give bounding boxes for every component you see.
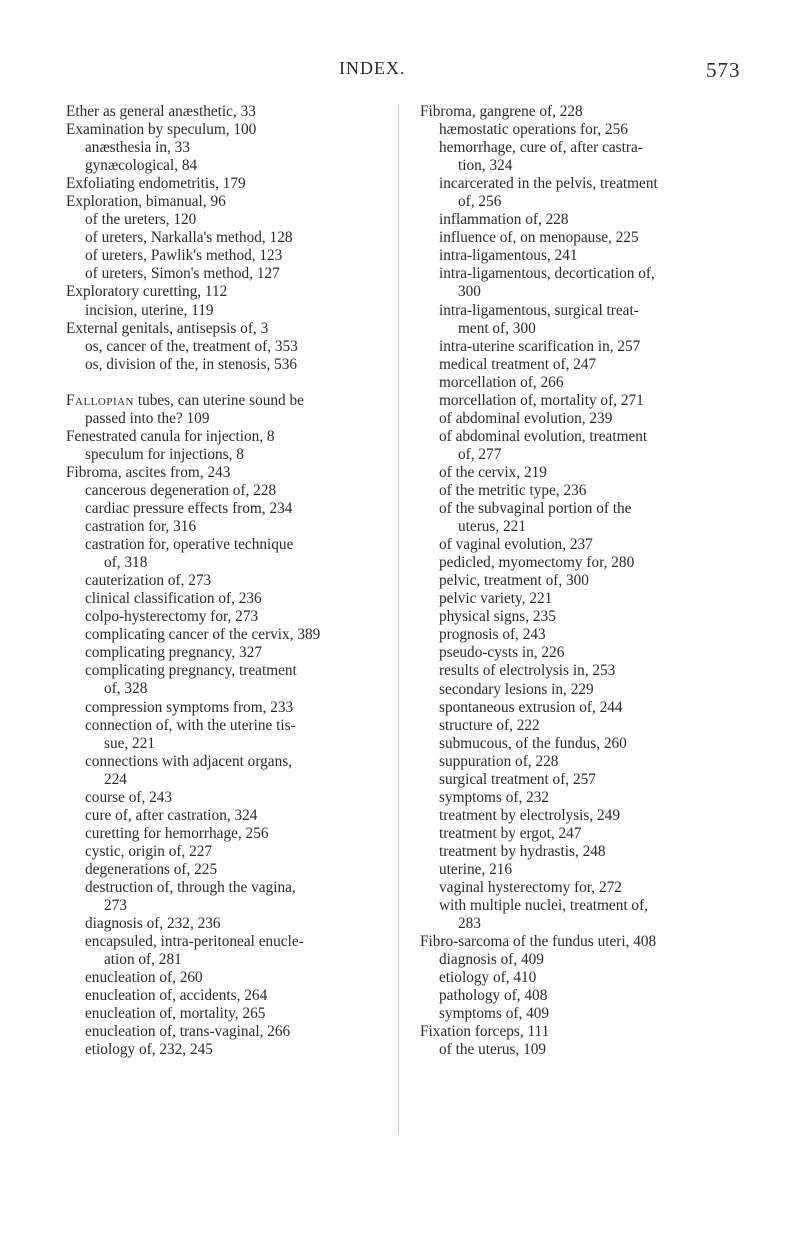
entry-text: treatment by ergot, 247 — [439, 824, 582, 842]
index-subentry — [66, 753, 416, 771]
entry-text: Exfoliating endometritis, 179 — [66, 175, 246, 193]
index-subentry — [420, 302, 780, 320]
index-subentry — [66, 1023, 416, 1041]
index-entry — [66, 175, 416, 193]
index-subentry — [420, 590, 780, 608]
index-subentry — [420, 500, 780, 518]
index-subentry — [420, 338, 780, 356]
entry-text: External genitals, antisepsis of, 3 — [66, 319, 269, 337]
index-subentry — [66, 410, 416, 428]
index-subentry — [420, 897, 780, 915]
entry-text: of abdominal evolution, 239 — [439, 409, 613, 427]
entry-text: of abdominal evolution, treatment — [439, 427, 648, 445]
index-subentry — [66, 807, 416, 825]
index-subentry — [420, 1041, 780, 1059]
entry-text: morcellation of, 266 — [439, 373, 564, 391]
index-subentry — [66, 608, 416, 626]
index-entry — [420, 1023, 780, 1041]
index-subentry — [420, 915, 780, 933]
index-subentry — [420, 175, 780, 193]
index-subentry — [420, 554, 780, 572]
index-subentry — [66, 590, 416, 608]
entry-text: connection of, with the uterine tis- — [85, 716, 296, 734]
entry-text: curetting for hemorrhage, 256 — [85, 824, 269, 842]
index-subentry — [66, 789, 416, 807]
entry-text: Fenestrated canula for injection, 8 — [66, 427, 275, 445]
index-subentry — [66, 969, 416, 987]
entry-text: enucleation of, accidents, 264 — [85, 987, 268, 1005]
index-subentry — [66, 915, 416, 933]
entry-lead-word: Fallopian — [66, 391, 135, 409]
index-subentry — [66, 662, 416, 680]
entry-text: enucleation of, 260 — [85, 969, 203, 987]
entry-text: complicating pregnancy, treatment — [85, 662, 297, 680]
index-subentry — [66, 500, 416, 518]
entry-text: intra-ligamentous, decortication of, — [439, 265, 655, 283]
entry-text: pedicled, myomectomy for, 280 — [439, 554, 635, 572]
index-subentry — [420, 265, 780, 283]
entry-text: of the uterus, 109 — [439, 1041, 547, 1059]
index-subentry — [66, 265, 416, 283]
entry-text: speculum for injections, 8 — [85, 445, 244, 463]
entry-text: submucous, of the fundus, 260 — [439, 734, 627, 752]
index-subentry — [66, 771, 416, 789]
entry-text: of ureters, Narkalla's method, 128 — [85, 229, 293, 247]
page-number: 573 — [706, 58, 741, 82]
entry-text: connections with adjacent organs, — [85, 752, 293, 770]
entry-text: surgical treatment of, 257 — [439, 770, 596, 788]
entry-text: of the ureters, 120 — [85, 211, 197, 229]
entry-text: spontaneous extrusion of, 244 — [439, 698, 623, 716]
index-subentry — [66, 247, 416, 265]
entry-text: passed into the? 109 — [85, 409, 210, 427]
index-subentry — [420, 464, 780, 482]
index-subentry — [66, 536, 416, 554]
entry-text: diagnosis of, 232, 236 — [85, 915, 221, 933]
index-subentry — [66, 717, 416, 735]
index-entry — [66, 464, 416, 482]
index-entry — [420, 933, 780, 951]
entry-text: with multiple nuclei, treatment of, — [439, 897, 649, 915]
entry-text: cure of, after castration, 324 — [85, 806, 258, 824]
index-subentry — [420, 608, 780, 626]
index-subentry — [66, 572, 416, 590]
index-subentry — [420, 572, 780, 590]
index-entry — [66, 320, 416, 338]
entry-text: ation of, 281 — [104, 951, 182, 969]
entry-text: Exploratory curetting, 112 — [66, 283, 228, 301]
entry-text: tion, 324 — [458, 157, 513, 175]
entry-text: pelvic variety, 221 — [439, 590, 553, 608]
entry-text: cancerous degeneration of, 228 — [85, 481, 277, 499]
entry-text: intra-uterine scarification in, 257 — [439, 337, 641, 355]
entry-text: treatment by electrolysis, 249 — [439, 806, 620, 824]
entry-text: morcellation of, mortality of, 271 — [439, 391, 644, 409]
index-subentry — [66, 951, 416, 969]
index-subentry — [420, 121, 780, 139]
index-subentry — [420, 771, 780, 789]
index-subentry — [66, 1041, 416, 1059]
entry-text: of vaginal evolution, 237 — [439, 536, 593, 554]
index-subentry — [66, 626, 416, 644]
index-subentry — [420, 428, 780, 446]
entry-text: destruction of, through the vagina, — [85, 878, 296, 896]
index-subentry — [66, 482, 416, 500]
entry-text: 283 — [458, 915, 481, 933]
index-subentry — [420, 662, 780, 680]
entry-text: of ureters, Simon's method, 127 — [85, 265, 280, 283]
entry-text: hæmostatic operations for, 256 — [439, 121, 628, 139]
entry-text: treatment by hydrastis, 248 — [439, 842, 606, 860]
entry-text: enucleation of, mortality, 265 — [85, 1005, 266, 1023]
index-subentry — [66, 879, 416, 897]
page-header — [0, 58, 800, 88]
index-subentry — [420, 717, 780, 735]
entry-text: medical treatment of, 247 — [439, 355, 597, 373]
index-subentry — [420, 536, 780, 554]
index-subentry — [420, 247, 780, 265]
index-entry — [66, 428, 416, 446]
index-subentry — [66, 302, 416, 320]
index-subentry — [420, 374, 780, 392]
index-subentry — [420, 139, 780, 157]
entry-text: inflammation of, 228 — [439, 211, 569, 229]
index-subentry — [66, 735, 416, 753]
entry-text: pathology of, 408 — [439, 987, 548, 1005]
entry-text: secondary lesions in, 229 — [439, 680, 594, 698]
entry-text: influence of, on menopause, 225 — [439, 229, 639, 247]
index-subentry — [420, 789, 780, 807]
entry-text: Fibro-sarcoma of the fundus uteri, 408 — [420, 933, 657, 951]
entry-text: structure of, 222 — [439, 716, 540, 734]
index-subentry — [420, 753, 780, 771]
index-subentry — [66, 861, 416, 879]
entry-text: intra-ligamentous, surgical treat- — [439, 301, 639, 319]
entry-text: os, cancer of the, treatment of, 353 — [85, 337, 298, 355]
index-subentry — [420, 644, 780, 662]
index-subentry — [420, 356, 780, 374]
entry-text: results of electrolysis in, 253 — [439, 662, 616, 680]
index-subentry — [420, 229, 780, 247]
entry-text: Examination by speculum, 100 — [66, 121, 257, 139]
entry-text: complicating pregnancy, 327 — [85, 644, 262, 662]
entry-text: degenerations of, 225 — [85, 860, 218, 878]
entry-text: of the metritic type, 236 — [439, 481, 587, 499]
entry-text: 273 — [104, 897, 127, 915]
index-subentry — [66, 843, 416, 861]
index-subentry — [420, 987, 780, 1005]
entry-text: tubes, can uterine sound be — [134, 391, 304, 409]
running-title: INDEX. — [339, 58, 406, 78]
entry-text: castration for, 316 — [85, 518, 197, 536]
entry-text: uterus, 221 — [458, 518, 526, 536]
entry-text: of, 256 — [458, 193, 502, 211]
entry-text: Ether as general anæsthetic, 33 — [66, 103, 256, 120]
index-entry — [420, 103, 780, 121]
entry-text: sue, 221 — [104, 734, 155, 752]
index-subentry — [420, 843, 780, 861]
entry-text: 224 — [104, 770, 127, 788]
entry-text: 300 — [458, 283, 481, 301]
index-subentry — [66, 987, 416, 1005]
entry-text: incision, uterine, 119 — [85, 301, 214, 319]
index-subentry — [420, 969, 780, 987]
index-subentry — [66, 554, 416, 572]
entry-text: Fixation forceps, 111 — [420, 1023, 550, 1041]
entry-text: clinical classification of, 236 — [85, 590, 262, 608]
entry-text: etiology of, 410 — [439, 969, 537, 987]
index-subentry — [420, 392, 780, 410]
entry-text: cauterization of, 273 — [85, 572, 212, 590]
index-subentry — [420, 446, 780, 464]
index-subentry — [420, 482, 780, 500]
entry-text: colpo-hysterectomy for, 273 — [85, 608, 259, 626]
entry-text: gynæcological, 84 — [85, 157, 198, 175]
index-subentry — [66, 338, 416, 356]
entry-text: physical signs, 235 — [439, 608, 556, 626]
index-subentry — [420, 735, 780, 753]
index-subentry — [66, 699, 416, 717]
entry-text: suppuration of, 228 — [439, 752, 559, 770]
entry-text: Fibroma, ascites from, 243 — [66, 463, 231, 481]
entry-text: os, division of the, in stenosis, 536 — [85, 355, 298, 373]
entry-text: of the cervix, 219 — [439, 463, 547, 481]
entry-text: symptoms of, 232 — [439, 788, 550, 806]
entry-text: encapsuled, intra-peritoneal enucle- — [85, 933, 304, 951]
index-subentry — [420, 157, 780, 175]
entry-text: symptoms of, 409 — [439, 1005, 550, 1023]
index-subentry — [66, 356, 416, 374]
entry-text: anæsthesia in, 33 — [85, 139, 190, 157]
index-subentry — [66, 518, 416, 536]
index-column-right — [420, 103, 780, 1059]
entry-text: course of, 243 — [85, 788, 173, 806]
entry-text: vaginal hysterectomy for, 272 — [439, 879, 622, 897]
index-subentry — [420, 320, 780, 338]
entry-text: incarcerated in the pelvis, treatment — [439, 175, 658, 193]
entry-text: intra-ligamentous, 241 — [439, 247, 578, 265]
entry-text: enucleation of, trans-vaginal, 266 — [85, 1023, 291, 1041]
entry-text: pseudo-cysts in, 226 — [439, 644, 565, 662]
index-subentry — [66, 825, 416, 843]
index-subentry — [66, 680, 416, 698]
index-column-left — [66, 103, 416, 1059]
index-entry — [66, 103, 416, 121]
index-subentry — [66, 211, 416, 229]
index-subentry — [420, 1005, 780, 1023]
entry-text: Exploration, bimanual, 96 — [66, 193, 226, 211]
entry-text: prognosis of, 243 — [439, 626, 546, 644]
entry-text: diagnosis of, 409 — [439, 951, 544, 969]
index-subentry — [420, 681, 780, 699]
index-subentry — [420, 879, 780, 897]
entry-text: of, 328 — [104, 680, 148, 698]
index-subentry — [420, 410, 780, 428]
index-subentry — [420, 951, 780, 969]
entry-text: cystic, origin of, 227 — [85, 842, 213, 860]
index-subentry — [420, 211, 780, 229]
entry-text: compression symptoms from, 233 — [85, 698, 294, 716]
index-subentry — [66, 229, 416, 247]
index-subentry — [66, 644, 416, 662]
entry-text: of the subvaginal portion of the — [439, 500, 632, 518]
index-subentry — [66, 139, 416, 157]
entry-text: pelvic, treatment of, 300 — [439, 572, 589, 590]
index-subentry — [420, 193, 780, 211]
index-subentry — [420, 518, 780, 536]
entry-text: hemorrhage, cure of, after castra- — [439, 139, 643, 157]
entry-text: Fibroma, gangrene of, 228 — [420, 103, 583, 120]
entry-text: uterine, 216 — [439, 860, 513, 878]
index-subentry — [420, 283, 780, 301]
index-subentry — [420, 861, 780, 879]
index-subentry — [66, 897, 416, 915]
index-subentry — [420, 807, 780, 825]
entry-text: complicating cancer of the cervix, 389 — [85, 626, 321, 644]
index-subentry — [66, 446, 416, 464]
index-subentry — [420, 626, 780, 644]
index-subentry — [420, 699, 780, 717]
index-entry — [66, 283, 416, 301]
entry-text: of, 277 — [458, 445, 502, 463]
entry-text: etiology of, 232, 245 — [85, 1041, 213, 1059]
entry-text: of, 318 — [104, 554, 148, 572]
entry-text: of ureters, Pawlik's method, 123 — [85, 247, 283, 265]
entry-text: castration for, operative technique — [85, 536, 294, 554]
index-entry — [66, 392, 416, 410]
index-subentry — [66, 157, 416, 175]
entry-text: ment of, 300 — [458, 319, 536, 337]
index-entry — [66, 193, 416, 211]
index-subentry — [66, 933, 416, 951]
entry-text: cardiac pressure effects from, 234 — [85, 499, 293, 517]
index-subentry — [66, 1005, 416, 1023]
index-subentry — [420, 825, 780, 843]
index-entry — [66, 121, 416, 139]
column-divider — [398, 104, 399, 1134]
